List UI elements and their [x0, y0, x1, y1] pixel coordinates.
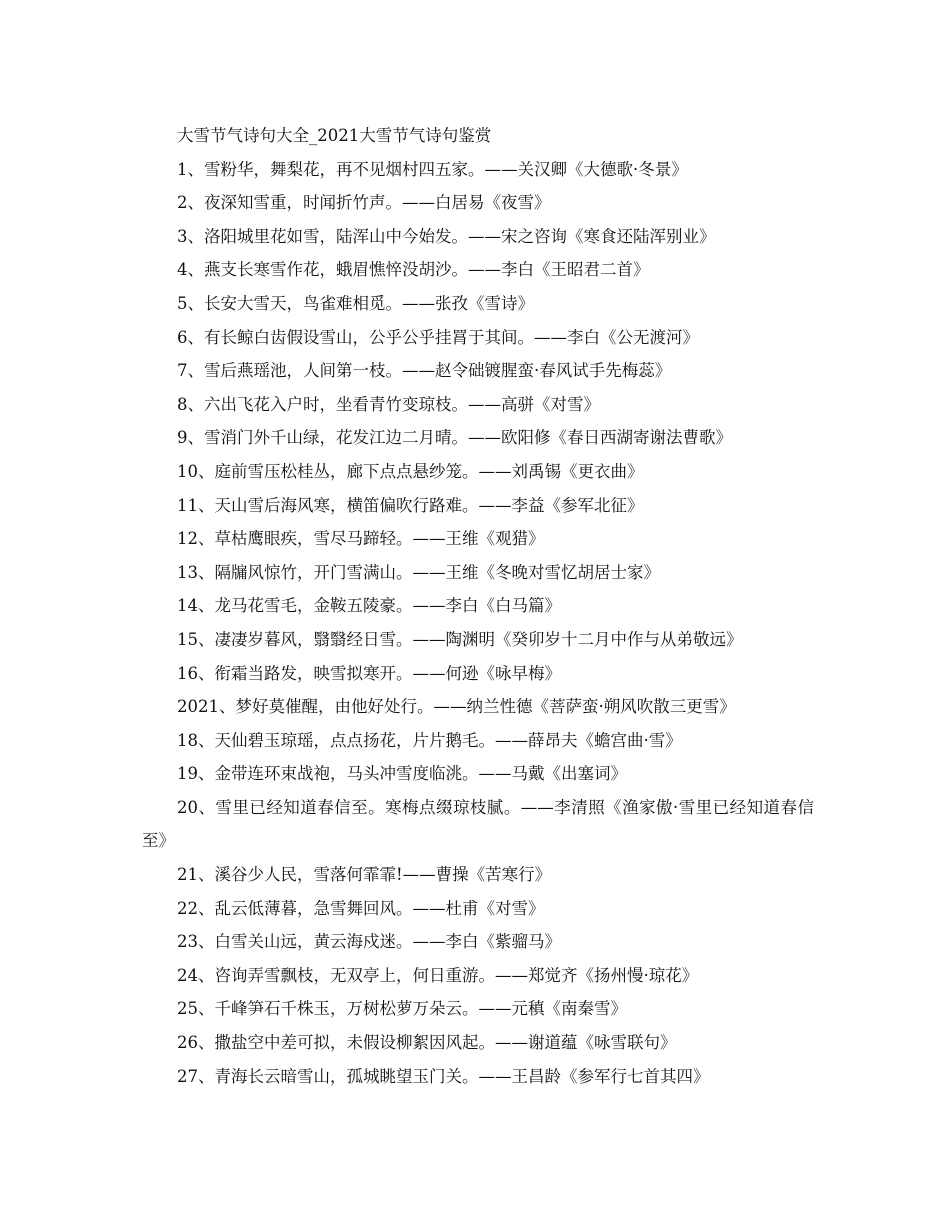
poem-line: 9、雪消门外千山绿，花发江边二月晴。——欧阳修《春日西湖寄谢法曹歌》	[177, 428, 732, 448]
poem-line: 27、青海长云暗雪山，孤城眺望玉门关。——王昌龄《参军行七首其四》	[177, 1066, 710, 1086]
poem-line: 23、白雪关山远，黄云海戍迷。——李白《紫骝马》	[177, 932, 561, 952]
poem-line: 1、雪粉华，舞梨花，再不见烟村四五家。——关汉卿《大德歌·冬景》	[177, 159, 688, 179]
poem-line: 16、衔霜当路发，映雪拟寒开。——何逊《咏早梅》	[177, 663, 561, 683]
poem-line: 21、溪谷少人民，雪落何霏霏!——曹操《苦寒行》	[177, 865, 552, 885]
poem-line: 5、长安大雪天，鸟雀难相觅。——张孜《雪诗》	[177, 293, 534, 313]
poem-line: 14、龙马花雪毛，金鞍五陵豪。——李白《白马篇》	[177, 596, 561, 616]
poem-line: 2021、梦好莫催醒，由他好处行。——纳兰性德《菩萨蛮·朔风吹散三更雪》	[177, 697, 736, 717]
document-title: 大雪节气诗句大全_2021大雪节气诗句鉴赏	[177, 126, 492, 145]
poem-line: 12、草枯鹰眼疾，雪尽马蹄轻。——王维《观猎》	[177, 529, 545, 549]
poem-line: 25、千峰笋石千株玉，万树松萝万朵云。——元稹《南秦雪》	[177, 999, 627, 1019]
poem-line: 10、庭前雪压松桂丛，廊下点点悬纱笼。——刘禹锡《更衣曲》	[177, 461, 644, 481]
poem-line: 6、有长鲸白齿假设雪山，公乎公乎挂罥于其间。——李白《公无渡河》	[177, 327, 699, 347]
poem-line: 8、六出飞花入户时，坐看青竹变琼枝。——高骈《对雪》	[177, 394, 600, 414]
poem-line: 7、雪后燕瑶池，人间第一枝。——赵令础镀腥蛮·春风试手先梅蕊》	[177, 361, 672, 381]
poem-line: 11、天山雪后海风寒，横笛偏吹行路难。——李益《参军北征》	[177, 495, 644, 515]
poem-line: 22、乱云低薄暮，急雪舞回风。——杜甫《对雪》	[177, 898, 545, 918]
poem-line: 18、天仙碧玉琼瑶，点点扬花，片片鹅毛。——薛昂夫《蟾宫曲·雪》	[177, 730, 682, 750]
poem-line: 4、燕支长寒雪作花，蛾眉憔悴没胡沙。——李白《王昭君二首》	[177, 260, 650, 280]
poem-line: 20、雪里已经知道春信至。寒梅点缀琼枝腻。——李清照《渔家傲·雪里已经知道春信至》	[142, 797, 814, 851]
poem-line: 15、凄凄岁暮风，翳翳经日雪。——陶渊明《癸卯岁十二月中作与从弟敬远》	[177, 629, 743, 649]
poem-line: 3、洛阳城里花如雪，陆浑山中今始发。——宋之咨询《寒食还陆浑别业》	[177, 226, 716, 246]
poem-line: 19、金带连环束战袍，马头冲雪度临洮。——马戴《出塞词》	[177, 764, 627, 784]
poem-line: 26、撒盐空中差可拟，未假设柳絮因风起。——谢道蕴《咏雪联句》	[177, 1033, 677, 1053]
document-body	[142, 119, 814, 1093]
poem-line: 24、咨询弄雪飘枝，无双亭上，何日重游。——郑觉齐《扬州慢·琼花》	[177, 965, 699, 985]
poem-line: 2、夜深知雪重，时闻折竹声。——白居易《夜雪》	[177, 193, 551, 213]
poem-line: 13、隔牖风惊竹，开门雪满山。——王维《冬晚对雪忆胡居士家》	[177, 562, 660, 582]
